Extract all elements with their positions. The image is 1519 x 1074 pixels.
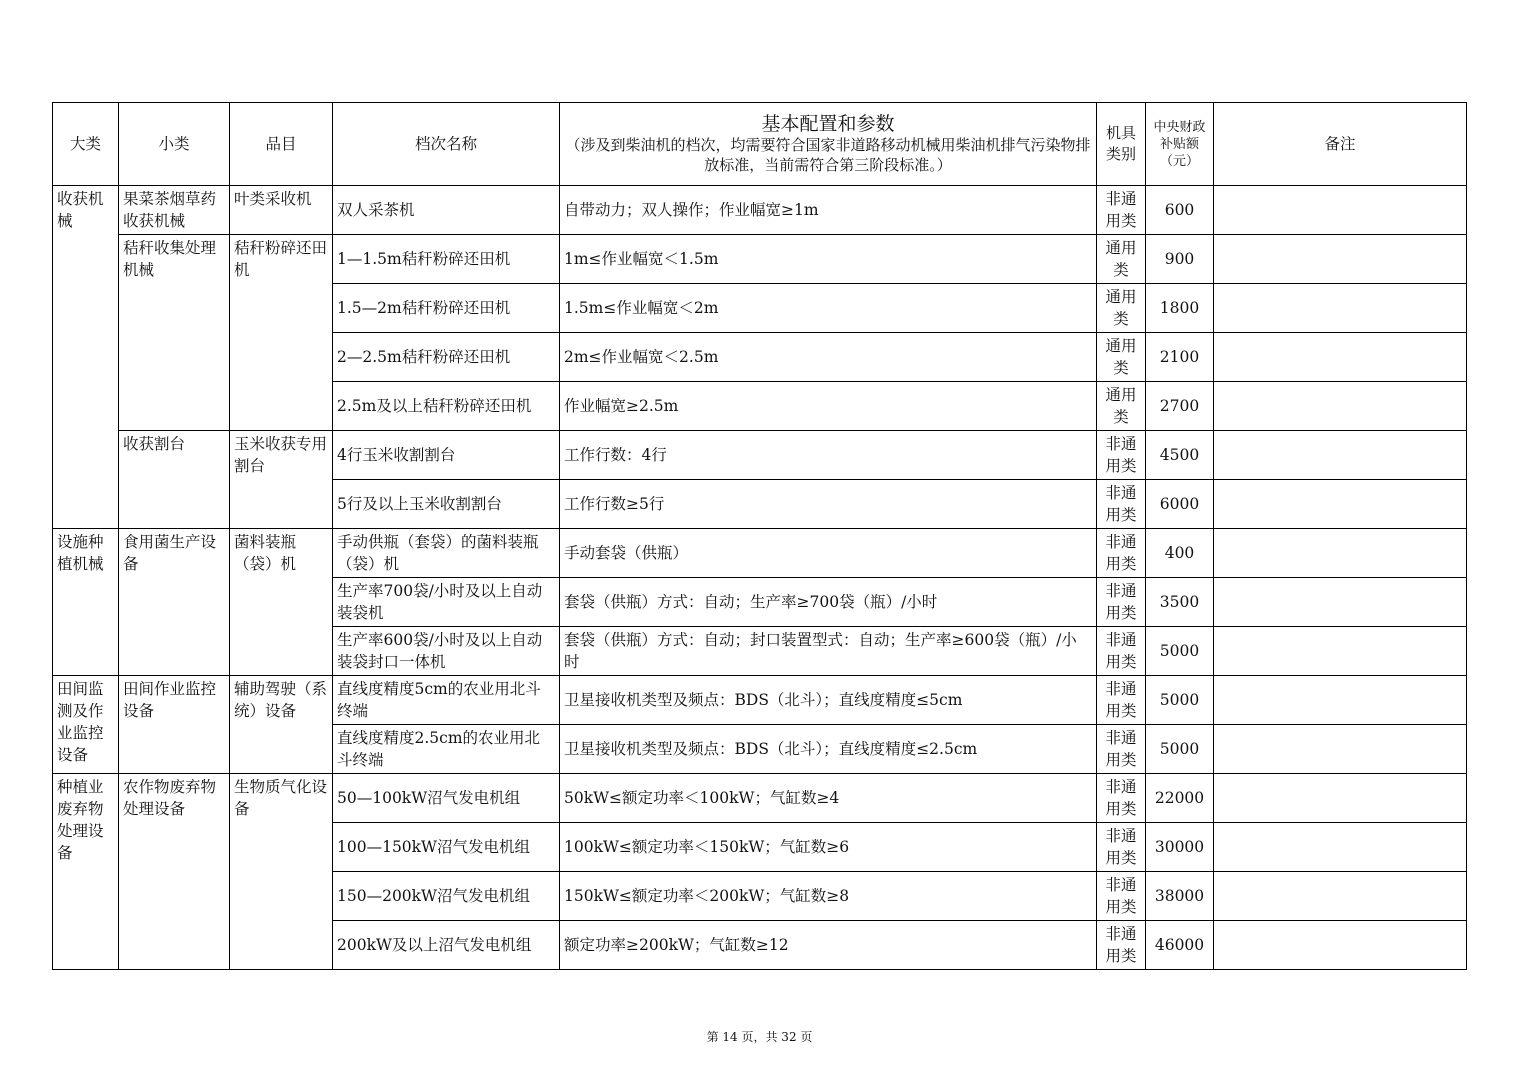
amount-cell: 400 bbox=[1146, 529, 1214, 578]
item-cell: 叶类采收机 bbox=[230, 186, 333, 235]
header-spec-title: 基本配置和参数 bbox=[761, 113, 895, 135]
grade-cell: 150—200kW沼气发电机组 bbox=[333, 872, 560, 921]
type-cell: 非通用类 bbox=[1097, 774, 1146, 823]
remark-cell bbox=[1214, 578, 1467, 627]
spec-cell: 套袋（供瓶）方式：自动；生产率≥700袋（瓶）/小时 bbox=[560, 578, 1097, 627]
type-cell: 非通用类 bbox=[1097, 431, 1146, 480]
grade-cell: 直线度精度2.5cm的农业用北斗终端 bbox=[333, 725, 560, 774]
amount-cell: 46000 bbox=[1146, 921, 1214, 970]
table-row bbox=[53, 431, 1467, 480]
type-cell: 通用类 bbox=[1097, 333, 1146, 382]
header-category: 大类 bbox=[53, 103, 119, 186]
spec-cell: 1m≤作业幅宽＜1.5m bbox=[560, 235, 1097, 284]
type-cell: 通用类 bbox=[1097, 382, 1146, 431]
spec-cell: 手动套袋（供瓶） bbox=[560, 529, 1097, 578]
remark-cell bbox=[1214, 480, 1467, 529]
amount-cell: 22000 bbox=[1146, 774, 1214, 823]
amount-cell: 5000 bbox=[1146, 725, 1214, 774]
remark-cell bbox=[1214, 872, 1467, 921]
type-cell: 非通用类 bbox=[1097, 921, 1146, 970]
remark-cell bbox=[1214, 235, 1467, 284]
type-cell: 非通用类 bbox=[1097, 872, 1146, 921]
category-cell: 设施种植机械 bbox=[53, 529, 119, 676]
amount-cell: 600 bbox=[1146, 186, 1214, 235]
subcategory-cell: 果菜茶烟草药收获机械 bbox=[119, 186, 230, 235]
remark-cell bbox=[1214, 333, 1467, 382]
grade-cell: 双人采茶机 bbox=[333, 186, 560, 235]
amount-cell: 5000 bbox=[1146, 627, 1214, 676]
spec-cell: 50kW≤额定功率＜100kW；气缸数≥4 bbox=[560, 774, 1097, 823]
remark-cell bbox=[1214, 529, 1467, 578]
header-grade: 档次名称 bbox=[333, 103, 560, 186]
category-cell: 田间监测及作业监控设备 bbox=[53, 676, 119, 774]
grade-cell: 生产率700袋/小时及以上自动装袋机 bbox=[333, 578, 560, 627]
amount-cell: 3500 bbox=[1146, 578, 1214, 627]
subsidy-table bbox=[52, 102, 1467, 970]
remark-cell bbox=[1214, 284, 1467, 333]
type-cell: 非通用类 bbox=[1097, 627, 1146, 676]
remark-cell bbox=[1214, 627, 1467, 676]
type-cell: 非通用类 bbox=[1097, 529, 1146, 578]
table-row bbox=[53, 676, 1467, 725]
remark-cell bbox=[1214, 186, 1467, 235]
amount-cell: 30000 bbox=[1146, 823, 1214, 872]
grade-cell: 200kW及以上沼气发电机组 bbox=[333, 921, 560, 970]
spec-cell: 套袋（供瓶）方式：自动；封口装置型式：自动；生产率≥600袋（瓶）/小时 bbox=[560, 627, 1097, 676]
amount-cell: 2100 bbox=[1146, 333, 1214, 382]
grade-cell: 直线度精度5cm的农业用北斗终端 bbox=[333, 676, 560, 725]
spec-cell: 1.5m≤作业幅宽＜2m bbox=[560, 284, 1097, 333]
amount-cell: 900 bbox=[1146, 235, 1214, 284]
type-cell: 非通用类 bbox=[1097, 676, 1146, 725]
header-subcategory: 小类 bbox=[119, 103, 230, 186]
grade-cell: 5行及以上玉米收割割台 bbox=[333, 480, 560, 529]
spec-cell: 工作行数≥5行 bbox=[560, 480, 1097, 529]
item-cell: 生物质气化设备 bbox=[230, 774, 333, 970]
type-cell: 非通用类 bbox=[1097, 823, 1146, 872]
spec-cell: 作业幅宽≥2.5m bbox=[560, 382, 1097, 431]
spec-cell: 100kW≤额定功率＜150kW；气缸数≥6 bbox=[560, 823, 1097, 872]
item-cell: 辅助驾驶（系统）设备 bbox=[230, 676, 333, 774]
remark-cell bbox=[1214, 774, 1467, 823]
page-number: 第 14 页，共 32 页 bbox=[706, 1030, 813, 1044]
subcategory-cell: 田间作业监控设备 bbox=[119, 676, 230, 774]
category-cell: 种植业废弃物处理设备 bbox=[53, 774, 119, 970]
table-row bbox=[53, 186, 1467, 235]
grade-cell: 100—150kW沼气发电机组 bbox=[333, 823, 560, 872]
table-row bbox=[53, 774, 1467, 823]
spec-cell: 工作行数：4行 bbox=[560, 431, 1097, 480]
subcategory-cell: 秸秆收集处理机械 bbox=[119, 235, 230, 431]
remark-cell bbox=[1214, 823, 1467, 872]
spec-cell: 卫星接收机类型及频点：BDS（北斗）；直线度精度≤2.5cm bbox=[560, 725, 1097, 774]
table-row bbox=[53, 235, 1467, 284]
type-cell: 通用类 bbox=[1097, 235, 1146, 284]
subcategory-cell: 收获割台 bbox=[119, 431, 230, 529]
amount-cell: 4500 bbox=[1146, 431, 1214, 480]
amount-cell: 2700 bbox=[1146, 382, 1214, 431]
header-spec bbox=[560, 103, 1097, 186]
grade-cell: 50—100kW沼气发电机组 bbox=[333, 774, 560, 823]
grade-cell: 生产率600袋/小时及以上自动装袋封口一体机 bbox=[333, 627, 560, 676]
header-item: 品目 bbox=[230, 103, 333, 186]
remark-cell bbox=[1214, 382, 1467, 431]
type-cell: 非通用类 bbox=[1097, 480, 1146, 529]
spec-cell: 自带动力；双人操作；作业幅宽≥1m bbox=[560, 186, 1097, 235]
type-cell: 通用类 bbox=[1097, 284, 1146, 333]
header-machine-type: 机具类别 bbox=[1097, 103, 1146, 186]
type-cell: 非通用类 bbox=[1097, 186, 1146, 235]
remark-cell bbox=[1214, 676, 1467, 725]
grade-cell: 2—2.5m秸秆粉碎还田机 bbox=[333, 333, 560, 382]
type-cell: 非通用类 bbox=[1097, 725, 1146, 774]
item-cell: 秸秆粉碎还田机 bbox=[230, 235, 333, 431]
amount-cell: 1800 bbox=[1146, 284, 1214, 333]
spec-cell: 卫星接收机类型及频点：BDS（北斗）；直线度精度≤5cm bbox=[560, 676, 1097, 725]
remark-cell bbox=[1214, 431, 1467, 480]
amount-cell: 6000 bbox=[1146, 480, 1214, 529]
amount-cell: 5000 bbox=[1146, 676, 1214, 725]
grade-cell: 手动供瓶（套袋）的菌料装瓶（袋）机 bbox=[333, 529, 560, 578]
header-row bbox=[53, 103, 1467, 186]
grade-cell: 4行玉米收割割台 bbox=[333, 431, 560, 480]
subcategory-cell: 农作物废弃物处理设备 bbox=[119, 774, 230, 970]
spec-cell: 150kW≤额定功率＜200kW；气缸数≥8 bbox=[560, 872, 1097, 921]
remark-cell bbox=[1214, 921, 1467, 970]
amount-cell: 38000 bbox=[1146, 872, 1214, 921]
header-remarks: 备注 bbox=[1214, 103, 1467, 186]
header-spec-note: （涉及到柴油机的档次，均需要符合国家非道路移动机械用柴油机排气污染物排放标准，当前需符合第三阶段标准。） bbox=[565, 136, 1091, 174]
grade-cell: 1.5—2m秸秆粉碎还田机 bbox=[333, 284, 560, 333]
header-subsidy: 中央财政补贴额（元） bbox=[1146, 103, 1214, 186]
type-cell: 非通用类 bbox=[1097, 578, 1146, 627]
grade-cell: 1—1.5m秸秆粉碎还田机 bbox=[333, 235, 560, 284]
grade-cell: 2.5m及以上秸秆粉碎还田机 bbox=[333, 382, 560, 431]
remark-cell bbox=[1214, 725, 1467, 774]
spec-cell: 2m≤作业幅宽＜2.5m bbox=[560, 333, 1097, 382]
table-row bbox=[53, 529, 1467, 578]
category-cell: 收获机械 bbox=[53, 186, 119, 529]
spec-cell: 额定功率≥200kW；气缸数≥12 bbox=[560, 921, 1097, 970]
item-cell: 菌料装瓶（袋）机 bbox=[230, 529, 333, 676]
subcategory-cell: 食用菌生产设备 bbox=[119, 529, 230, 676]
item-cell: 玉米收获专用割台 bbox=[230, 431, 333, 529]
